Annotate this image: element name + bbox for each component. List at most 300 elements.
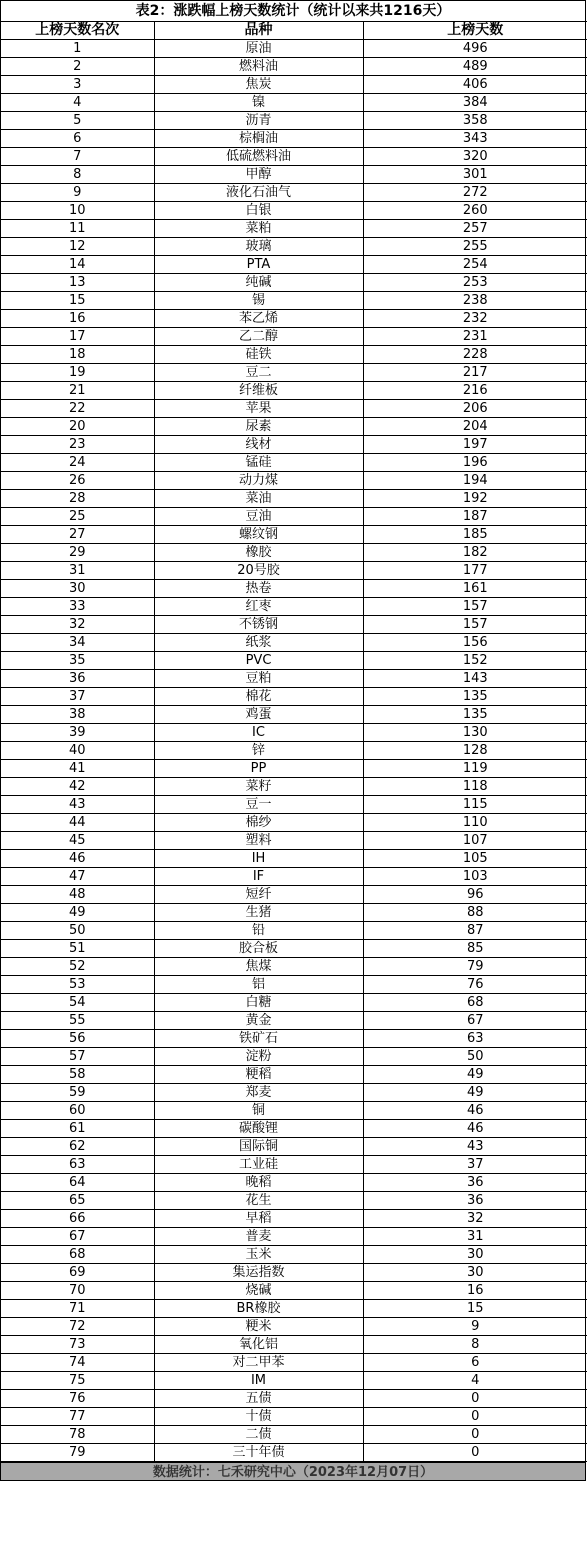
- variety-cell: 碳酸锂: [154, 1120, 363, 1138]
- days-cell: 204: [363, 418, 587, 436]
- variety-cell: 沥青: [154, 112, 363, 130]
- variety-cell: 动力煤: [154, 472, 363, 490]
- days-cell: 238: [363, 292, 587, 310]
- variety-cell: 三十年债: [154, 1444, 363, 1462]
- rank-cell: 55: [1, 1012, 154, 1030]
- variety-cell: 早稻: [154, 1210, 363, 1228]
- table-row: [1, 958, 587, 976]
- rank-cell: 12: [1, 238, 154, 256]
- rank-cell: 22: [1, 400, 154, 418]
- table-row: [1, 166, 587, 184]
- rank-cell: 10: [1, 202, 154, 220]
- variety-cell: 豆油: [154, 508, 363, 526]
- rank-cell: 35: [1, 652, 154, 670]
- variety-cell: 菜籽: [154, 778, 363, 796]
- days-cell: 76: [363, 976, 587, 994]
- variety-cell: 淀粉: [154, 1048, 363, 1066]
- days-cell: 320: [363, 148, 587, 166]
- rank-cell: 34: [1, 634, 154, 652]
- days-cell: 496: [363, 40, 587, 58]
- rank-cell: 74: [1, 1354, 154, 1372]
- rank-cell: 64: [1, 1174, 154, 1192]
- variety-cell: 棉纱: [154, 814, 363, 832]
- rank-cell: 71: [1, 1300, 154, 1318]
- table-row: [1, 292, 587, 310]
- variety-cell: 豆粕: [154, 670, 363, 688]
- table-row: [1, 508, 587, 526]
- table-row: [1, 238, 587, 256]
- table-row: [1, 220, 587, 238]
- table-row: [1, 1048, 587, 1066]
- rank-cell: 19: [1, 364, 154, 382]
- variety-cell: 镍: [154, 94, 363, 112]
- days-cell: 254: [363, 256, 587, 274]
- table-row: [1, 1408, 587, 1426]
- days-cell: 88: [363, 904, 587, 922]
- days-cell: 16: [363, 1282, 587, 1300]
- table-row: [1, 436, 587, 454]
- rank-cell: 54: [1, 994, 154, 1012]
- rank-cell: 32: [1, 616, 154, 634]
- table-row: [1, 940, 587, 958]
- rank-cell: 25: [1, 508, 154, 526]
- days-cell: 43: [363, 1138, 587, 1156]
- table-row: [1, 1138, 587, 1156]
- days-cell: 260: [363, 202, 587, 220]
- table-row: [1, 760, 587, 778]
- table-row: [1, 1444, 587, 1462]
- rank-cell: 45: [1, 832, 154, 850]
- column-header-variety: 品种: [154, 22, 363, 40]
- rank-cell: 7: [1, 148, 154, 166]
- rank-cell: 2: [1, 58, 154, 76]
- variety-cell: 白糖: [154, 994, 363, 1012]
- table-row: [1, 904, 587, 922]
- variety-cell: 热卷: [154, 580, 363, 598]
- days-cell: 343: [363, 130, 587, 148]
- variety-cell: 黄金: [154, 1012, 363, 1030]
- table-row: [1, 886, 587, 904]
- variety-cell: 铝: [154, 976, 363, 994]
- rank-cell: 73: [1, 1336, 154, 1354]
- table-row: [1, 274, 587, 292]
- variety-cell: 粳稻: [154, 1066, 363, 1084]
- rank-cell: 66: [1, 1210, 154, 1228]
- days-cell: 85: [363, 940, 587, 958]
- rank-cell: 13: [1, 274, 154, 292]
- rank-cell: 70: [1, 1282, 154, 1300]
- days-cell: 406: [363, 76, 587, 94]
- table-row: [1, 1264, 587, 1282]
- days-cell: 128: [363, 742, 587, 760]
- variety-cell: 焦炭: [154, 76, 363, 94]
- rank-cell: 44: [1, 814, 154, 832]
- ranking-table: [1, 21, 587, 1462]
- table-row: [1, 1084, 587, 1102]
- table-row: [1, 670, 587, 688]
- variety-cell: 锌: [154, 742, 363, 760]
- table-row: [1, 364, 587, 382]
- rank-cell: 78: [1, 1426, 154, 1444]
- days-cell: 228: [363, 346, 587, 364]
- variety-cell: 鸡蛋: [154, 706, 363, 724]
- table-row: [1, 832, 587, 850]
- variety-cell: 晚稻: [154, 1174, 363, 1192]
- rank-cell: 75: [1, 1372, 154, 1390]
- rank-cell: 3: [1, 76, 154, 94]
- days-cell: 4: [363, 1372, 587, 1390]
- days-cell: 217: [363, 364, 587, 382]
- variety-cell: 20号胶: [154, 562, 363, 580]
- days-cell: 384: [363, 94, 587, 112]
- table-row: [1, 346, 587, 364]
- table-row: [1, 778, 587, 796]
- table-row: [1, 1030, 587, 1048]
- days-cell: 103: [363, 868, 587, 886]
- variety-cell: IH: [154, 850, 363, 868]
- variety-cell: 豆一: [154, 796, 363, 814]
- table-row: [1, 1012, 587, 1030]
- days-cell: 115: [363, 796, 587, 814]
- days-cell: 96: [363, 886, 587, 904]
- variety-cell: 胶合板: [154, 940, 363, 958]
- variety-cell: IM: [154, 1372, 363, 1390]
- table-row: [1, 400, 587, 418]
- days-cell: 232: [363, 310, 587, 328]
- rank-cell: 76: [1, 1390, 154, 1408]
- days-cell: 135: [363, 688, 587, 706]
- table-row: [1, 688, 587, 706]
- variety-cell: 十债: [154, 1408, 363, 1426]
- table-row: [1, 1066, 587, 1084]
- table-row: [1, 994, 587, 1012]
- rank-cell: 61: [1, 1120, 154, 1138]
- table-row: [1, 130, 587, 148]
- table-row: [1, 1156, 587, 1174]
- rank-cell: 31: [1, 562, 154, 580]
- variety-cell: 塑料: [154, 832, 363, 850]
- variety-cell: 粳米: [154, 1318, 363, 1336]
- days-cell: 46: [363, 1120, 587, 1138]
- variety-cell: 五债: [154, 1390, 363, 1408]
- rank-cell: 5: [1, 112, 154, 130]
- table-row: [1, 382, 587, 400]
- days-cell: 46: [363, 1102, 587, 1120]
- days-cell: 257: [363, 220, 587, 238]
- table-row: [1, 616, 587, 634]
- table-row: [1, 544, 587, 562]
- days-cell: 49: [363, 1066, 587, 1084]
- table-row: [1, 1390, 587, 1408]
- days-cell: 231: [363, 328, 587, 346]
- days-cell: 37: [363, 1156, 587, 1174]
- table-row: [1, 796, 587, 814]
- days-cell: 130: [363, 724, 587, 742]
- rank-cell: 29: [1, 544, 154, 562]
- variety-cell: 锰硅: [154, 454, 363, 472]
- days-cell: 36: [363, 1174, 587, 1192]
- table-row: [1, 418, 587, 436]
- days-cell: 119: [363, 760, 587, 778]
- days-cell: 253: [363, 274, 587, 292]
- source-footer: 数据统计：七禾研究中心（2023年12月07日）: [1, 1462, 585, 1481]
- table-row: [1, 1192, 587, 1210]
- table-row: [1, 976, 587, 994]
- days-cell: 79: [363, 958, 587, 976]
- days-cell: 156: [363, 634, 587, 652]
- column-header-days: 上榜天数: [363, 22, 587, 40]
- rank-cell: 59: [1, 1084, 154, 1102]
- table-row: [1, 634, 587, 652]
- variety-cell: 橡胶: [154, 544, 363, 562]
- rank-cell: 40: [1, 742, 154, 760]
- table-row: [1, 58, 587, 76]
- table-row: [1, 742, 587, 760]
- table-body: [1, 40, 587, 1462]
- rank-cell: 51: [1, 940, 154, 958]
- variety-cell: IF: [154, 868, 363, 886]
- table-row: [1, 94, 587, 112]
- table-row: [1, 724, 587, 742]
- variety-cell: 短纤: [154, 886, 363, 904]
- table-row: [1, 1426, 587, 1444]
- table-row: [1, 1354, 587, 1372]
- rank-cell: 77: [1, 1408, 154, 1426]
- table-row: [1, 1282, 587, 1300]
- days-cell: 192: [363, 490, 587, 508]
- variety-cell: 苯乙烯: [154, 310, 363, 328]
- days-cell: 255: [363, 238, 587, 256]
- variety-cell: 豆二: [154, 364, 363, 382]
- rank-cell: 41: [1, 760, 154, 778]
- days-cell: 177: [363, 562, 587, 580]
- variety-cell: 花生: [154, 1192, 363, 1210]
- days-cell: 32: [363, 1210, 587, 1228]
- variety-cell: 尿素: [154, 418, 363, 436]
- table-row: [1, 1336, 587, 1354]
- variety-cell: 不锈钢: [154, 616, 363, 634]
- variety-cell: IC: [154, 724, 363, 742]
- rank-cell: 27: [1, 526, 154, 544]
- rank-cell: 72: [1, 1318, 154, 1336]
- variety-cell: 铜: [154, 1102, 363, 1120]
- variety-cell: 对二甲苯: [154, 1354, 363, 1372]
- days-cell: 68: [363, 994, 587, 1012]
- variety-cell: BR橡胶: [154, 1300, 363, 1318]
- rank-cell: 15: [1, 292, 154, 310]
- table-row: [1, 490, 587, 508]
- table-row: [1, 148, 587, 166]
- rank-cell: 50: [1, 922, 154, 940]
- rank-cell: 9: [1, 184, 154, 202]
- variety-cell: 纤维板: [154, 382, 363, 400]
- rank-cell: 23: [1, 436, 154, 454]
- variety-cell: 螺纹钢: [154, 526, 363, 544]
- variety-cell: 原油: [154, 40, 363, 58]
- variety-cell: 工业硅: [154, 1156, 363, 1174]
- table-row: [1, 1174, 587, 1192]
- table-row: [1, 472, 587, 490]
- variety-cell: 焦煤: [154, 958, 363, 976]
- rank-cell: 21: [1, 382, 154, 400]
- days-cell: 8: [363, 1336, 587, 1354]
- days-cell: 67: [363, 1012, 587, 1030]
- variety-cell: 红枣: [154, 598, 363, 616]
- days-cell: 358: [363, 112, 587, 130]
- days-cell: 63: [363, 1030, 587, 1048]
- days-cell: 187: [363, 508, 587, 526]
- variety-cell: 二债: [154, 1426, 363, 1444]
- variety-cell: 苹果: [154, 400, 363, 418]
- days-cell: 216: [363, 382, 587, 400]
- header-row: [1, 22, 587, 40]
- days-cell: 9: [363, 1318, 587, 1336]
- variety-cell: 纯碱: [154, 274, 363, 292]
- table-row: [1, 1120, 587, 1138]
- variety-cell: 白银: [154, 202, 363, 220]
- variety-cell: 硅铁: [154, 346, 363, 364]
- rank-cell: 57: [1, 1048, 154, 1066]
- days-cell: 30: [363, 1264, 587, 1282]
- days-cell: 0: [363, 1408, 587, 1426]
- rank-cell: 28: [1, 490, 154, 508]
- days-cell: 0: [363, 1444, 587, 1462]
- table-row: [1, 454, 587, 472]
- days-cell: 0: [363, 1426, 587, 1444]
- variety-cell: 氧化铝: [154, 1336, 363, 1354]
- days-cell: 87: [363, 922, 587, 940]
- days-cell: 161: [363, 580, 587, 598]
- rank-cell: 11: [1, 220, 154, 238]
- variety-cell: PTA: [154, 256, 363, 274]
- days-cell: 50: [363, 1048, 587, 1066]
- table-row: [1, 1102, 587, 1120]
- table-row: [1, 1372, 587, 1390]
- table-title: 表2：涨跌幅上榜天数统计（统计以来共1216天）: [1, 0, 585, 21]
- rank-cell: 24: [1, 454, 154, 472]
- days-cell: 110: [363, 814, 587, 832]
- rank-cell: 26: [1, 472, 154, 490]
- days-cell: 206: [363, 400, 587, 418]
- days-cell: 105: [363, 850, 587, 868]
- days-cell: 36: [363, 1192, 587, 1210]
- days-cell: 49: [363, 1084, 587, 1102]
- rank-cell: 30: [1, 580, 154, 598]
- variety-cell: 菜油: [154, 490, 363, 508]
- table-row: [1, 1318, 587, 1336]
- variety-cell: 菜粕: [154, 220, 363, 238]
- days-cell: 182: [363, 544, 587, 562]
- table-row: [1, 1228, 587, 1246]
- rank-cell: 47: [1, 868, 154, 886]
- rank-cell: 4: [1, 94, 154, 112]
- table-row: [1, 922, 587, 940]
- days-cell: 0: [363, 1390, 587, 1408]
- days-cell: 15: [363, 1300, 587, 1318]
- rank-cell: 33: [1, 598, 154, 616]
- rank-cell: 60: [1, 1102, 154, 1120]
- days-cell: 157: [363, 616, 587, 634]
- rank-cell: 20: [1, 418, 154, 436]
- table-row: [1, 1210, 587, 1228]
- table-row: [1, 850, 587, 868]
- rank-cell: 38: [1, 706, 154, 724]
- rank-cell: 43: [1, 796, 154, 814]
- days-cell: 107: [363, 832, 587, 850]
- variety-cell: 线材: [154, 436, 363, 454]
- variety-cell: 液化石油气: [154, 184, 363, 202]
- rank-cell: 52: [1, 958, 154, 976]
- days-cell: 197: [363, 436, 587, 454]
- variety-cell: 纸浆: [154, 634, 363, 652]
- days-cell: 272: [363, 184, 587, 202]
- days-cell: 6: [363, 1354, 587, 1372]
- variety-cell: 玻璃: [154, 238, 363, 256]
- rank-cell: 17: [1, 328, 154, 346]
- rank-cell: 37: [1, 688, 154, 706]
- rank-cell: 49: [1, 904, 154, 922]
- variety-cell: 郑麦: [154, 1084, 363, 1102]
- rank-cell: 68: [1, 1246, 154, 1264]
- table-row: [1, 706, 587, 724]
- variety-cell: 乙二醇: [154, 328, 363, 346]
- days-cell: 30: [363, 1246, 587, 1264]
- days-cell: 185: [363, 526, 587, 544]
- days-cell: 135: [363, 706, 587, 724]
- table-row: [1, 580, 587, 598]
- rank-cell: 16: [1, 310, 154, 328]
- days-cell: 301: [363, 166, 587, 184]
- days-cell: 489: [363, 58, 587, 76]
- variety-cell: 普麦: [154, 1228, 363, 1246]
- rank-cell: 65: [1, 1192, 154, 1210]
- table-row: [1, 40, 587, 58]
- table-row: [1, 598, 587, 616]
- table-row: [1, 328, 587, 346]
- variety-cell: 棉花: [154, 688, 363, 706]
- column-header-rank: 上榜天数名次: [1, 22, 154, 40]
- rank-cell: 67: [1, 1228, 154, 1246]
- table-row: [1, 1246, 587, 1264]
- table-row: [1, 562, 587, 580]
- variety-cell: 生猪: [154, 904, 363, 922]
- rank-cell: 79: [1, 1444, 154, 1462]
- table-row: [1, 310, 587, 328]
- days-cell: 194: [363, 472, 587, 490]
- rank-cell: 1: [1, 40, 154, 58]
- variety-cell: 棕榈油: [154, 130, 363, 148]
- table-row: [1, 652, 587, 670]
- days-cell: 143: [363, 670, 587, 688]
- days-cell: 157: [363, 598, 587, 616]
- table-row: [1, 526, 587, 544]
- variety-cell: 燃料油: [154, 58, 363, 76]
- rank-cell: 48: [1, 886, 154, 904]
- variety-cell: 铅: [154, 922, 363, 940]
- table-row: [1, 112, 587, 130]
- rank-cell: 36: [1, 670, 154, 688]
- variety-cell: PVC: [154, 652, 363, 670]
- table-row: [1, 184, 587, 202]
- variety-cell: 集运指数: [154, 1264, 363, 1282]
- rank-cell: 14: [1, 256, 154, 274]
- table-row: [1, 76, 587, 94]
- variety-cell: 低硫燃料油: [154, 148, 363, 166]
- rank-cell: 18: [1, 346, 154, 364]
- days-cell: 118: [363, 778, 587, 796]
- variety-cell: 玉米: [154, 1246, 363, 1264]
- rank-cell: 42: [1, 778, 154, 796]
